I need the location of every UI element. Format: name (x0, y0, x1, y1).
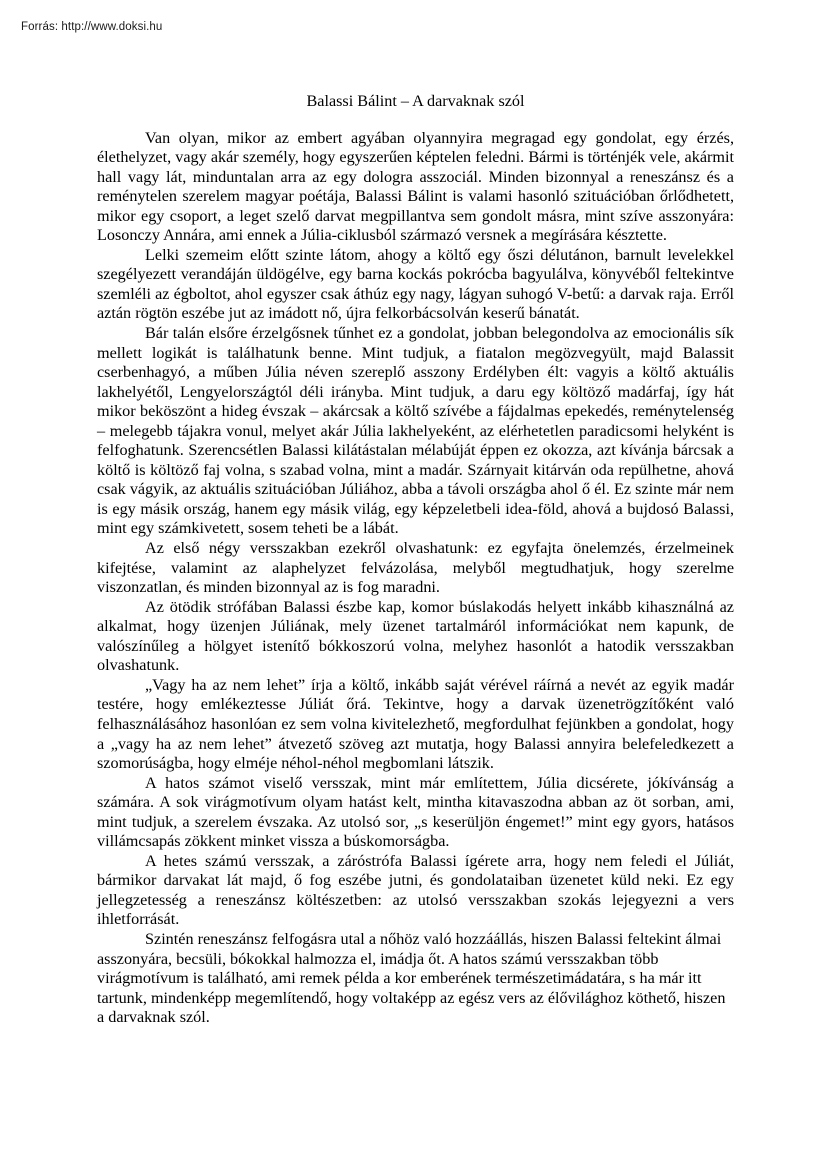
paragraph: Szintén reneszánsz felfogásra utal a nőhöz való hozzáállás, hiszen Balassi feltekint álmai asszonyára, becsüli, bókokkal halmozza el, imádja őt. A hatos számú versszakban több virágmotívum is található, ami remek példa a kor emberének természetimádatára, s ha már itt tartunk, mindenképp megemlítendő, hogy voltaképp az egész vers az élővilághoz köthető, hiszen a darvaknak szól. (97, 929, 726, 1027)
paragraph: Van olyan, mikor az embert agyában olyannyira megragad egy gondolat, egy érzés, élethelyzet, vagy akár személy, hogy egyszerűen képtelen feledni. Bármi is történjék vele, akármit hall vagy lát, minduntalan arra az egy dologra asszociál. Minden bizonnyal a reneszánsz és a reménytelen szerelem magyar poétája, Balassi Bálint is valami hasonló szituációban őrlődhetett, mikor egy csoport, a leget szelő darvat megpillantva sem gondolt másra, mint szíve asszonyára: Losonczy Annára, ami ennek a Júlia-ciklusból származó versnek a megírására késztette. (97, 128, 734, 245)
paragraph: Bár talán elsőre érzelgősnek tűnhet ez a gondolat, jobban belegondolva az emocionális sík mellett logikát is találhatunk benne. Mint tudjuk, a fiatalon megözvegyült, majd Balassit cserbenhagyó, a műben Júlia néven szereplő asszony Erdélyben élt: vagyis a költő aktuális lakhelyétől, Lengyelországtól déli irányba. Mint tudjuk, a daru egy költöző madárfaj, így hát mikor beköszönt a hideg évszak – akárcsak a költő szívébe a fájdalmas epekedés, reménytelenség – melegebb tájakra vonul, melyet akár Júlia lakhelyeként, az elérhetetlen paradicsomi helyként is felfoghatunk. Szerencsétlen Balassi kilátástalan mélabúját éppen ez okozza, azt kívánja bárcsak a költő is költöző faj volna, s szabad volna, mint a madár. Szárnyait kitárván oda repülhetne, ahová csak vágyik, az aktuális szituációban Júliához, abba a távoli országba ahol ő él. Ez szinte már nem is egy másik ország, hanem egy másik világ, egy képzeletbeli idea-föld, ahová a bujdosó Balassi, mint egy számkivetett, sosem teheti be a lábát. (97, 324, 734, 538)
paragraph: „Vagy ha az nem lehet” írja a költő, inkább saját vérével ráírná a nevét az egyik madár testére, hogy emlékeztesse Júliát őrá. Tekintve, hogy a darvak üzenetrögzítőként való felhasználásához hasonlóan ez sem volna kivitelezhető, megfordulhat fejünkben a gondolat, hogy a „vagy ha az nem lehet” átvezető szöveg azt mutatja, hogy Balassi annyira belefeledkezett a szomorúságba, hogy elméje néhol-néhol megbomlani látszik. (97, 675, 734, 773)
paragraph: Az első négy versszakban ezekről olvashatunk: ez egyfajta önelemzés, érzelmeinek kifejtése, valamint az alaphelyzet felvázolása, melyből megtudhatjuk, hogy szerelme viszonzatlan, és minden bizonnyal az is fog maradni. (97, 539, 734, 597)
paragraph: Lelki szemeim előtt szinte látom, ahogy a költő egy őszi délutánon, barnult levelekkel szegélyezett verandáján üldögélve, egy barna kockás pokrócba bagyulálva, könyvéből feltekintve szemléli az égboltot, ahol egyszer csak áthúz egy nagy, lágyan suhogó V-betű: a darvak raja. Erről aztán rögtön eszébe jut az imádott nő, újra felkorbácsolván keserű bánatát. (97, 245, 734, 323)
paragraph: A hetes számú versszak, a záróstrófa Balassi ígérete arra, hogy nem feledi el Júliát, bármikor darvakat lát majd, ő fog eszébe jutni, és gondolataiban üzenetet küld neki. Ez egy jellegzetesség a reneszánsz költészetben: az utolsó versszakban szokás lejegyezni a vers ihletforrását. (97, 851, 734, 929)
source-watermark: Forrás: http://www.doksi.hu (21, 21, 163, 33)
paragraph: Az ötödik strófában Balassi észbe kap, komor búslakodás helyett inkább kihasználná az alkalmat, hogy üzenjen Júliának, mely üzenet tartalmáról információkat nem kapunk, de valószínűleg a hölgyet istenítő bókkoszorú volna, melyhez hasonlót a hatodik versszakban olvashatunk. (97, 597, 734, 675)
page-title: Balassi Bálint – A darvaknak szól (306, 92, 525, 110)
paragraph: A hatos számot viselő versszak, mint már említettem, Júlia dicsérete, jókívánság a számára. A sok virágmotívum olyam hatást kelt, mintha kitavaszodna abban az öt sorban, ami, mint tudjuk, a szerelem évszaka. Az utolsó sor, „s keserüljön éngemet!” mint egy gyors, hatásos villámcsapás zökkent minket vissza a búskomorságba. (97, 773, 734, 851)
document-text-body (97, 92, 734, 1028)
